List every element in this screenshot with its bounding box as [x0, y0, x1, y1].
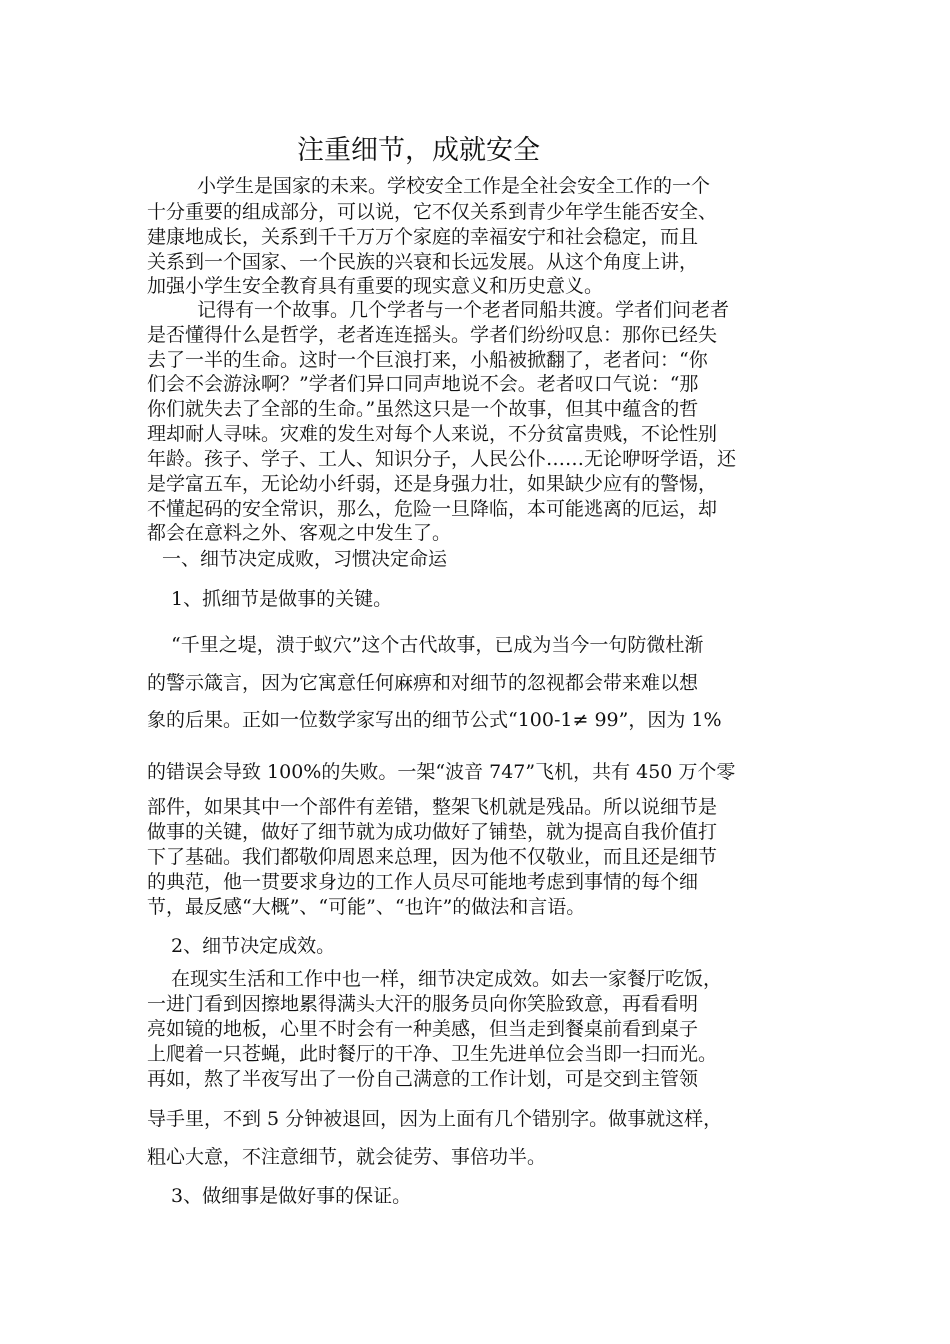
point1-line: 下了基础。我们都敬仰周恩来总理，因为他不仅敬业，而且还是细节 [147, 846, 718, 868]
intro-line: 建康地成长，关系到千千万万个家庭的幸福安宁和社会稳定，而且 [147, 226, 699, 248]
story-line: 你们就失去了全部的生命。”虽然这只是一个故事，但其中蕴含的哲 [147, 398, 699, 420]
point1-line: 部件，如果其中一个部件有差错，整架飞机就是残品。所以说细节是 [147, 796, 718, 818]
point1-line: 象的后果。正如一位数学家写出的细节公式“100-1≠ 99”，因为 1% [147, 709, 722, 731]
story-line: 不懂起码的安全常识，那么，危险一旦降临，本可能逃离的厄运，却 [147, 498, 718, 520]
point1-line: 的警示箴言，因为它寓意任何麻痹和对细节的忽视都会带来难以想 [147, 672, 699, 694]
point1-line: 做事的关键，做好了细节就为成功做好了铺垫，就为提高自我价值打 [147, 821, 718, 843]
point2-line: 导手里，不到 5 分钟被退回，因为上面有几个错别字。做事就这样， [147, 1108, 723, 1130]
story-line: 是否懂得什么是哲学，老者连连摇头。学者们纷纷叹息：那你已经失 [147, 324, 718, 346]
story-line: 去了一半的生命。这时一个巨浪打来，小船被掀翻了，老者问：“你 [147, 349, 708, 371]
section-heading: 一、细节决定成败，习惯决定命运 [162, 548, 448, 570]
story-line: 记得有一个故事。几个学者与一个老者同船共渡。学者们问老者 [197, 299, 730, 321]
point2-line: 粗心大意，不注意细节，就会徒劳、事倍功半。 [147, 1146, 547, 1168]
story-line: 理却耐人寻味。灾难的发生对每个人来说，不分贫富贵贱，不论性别 [147, 423, 718, 445]
point1-line: 的典范，他一贯要求身边的工作人员尽可能地考虑到事情的每个细 [147, 871, 699, 893]
point2-line: 上爬着一只苍蝇，此时餐厅的干净、卫生先进单位会当即一扫而光。 [147, 1043, 718, 1065]
point2-line: 一进门看到因擦地累得满头大汗的服务员向你笑脸致意，再看看明 [147, 993, 699, 1015]
point1-line: “千里之堤，溃于蚁穴”这个古代故事，已成为当今一句防微杜渐 [171, 634, 704, 656]
point-heading: 1、抓细节是做事的关键。 [171, 588, 393, 610]
point1-line: 节，最反感“大概”、“可能”、“也许”的做法和言语。 [147, 896, 586, 918]
intro-line: 十分重要的组成部分，可以说，它不仅关系到青少年学生能否安全、 [147, 201, 718, 223]
point1-line: 的错误会导致 100%的失败。一架“波音 747”飞机，共有 450 万个零 [147, 761, 736, 783]
story-line: 们会不会游泳啊？”学者们异口同声地说不会。老者叹口气说：“那 [147, 373, 699, 395]
story-line: 是学富五车，无论幼小纤弱，还是身强力壮，如果缺少应有的警惕， [147, 473, 718, 495]
point2-line: 在现实生活和工作中也一样，细节决定成效。如去一家餐厅吃饭， [171, 968, 723, 990]
point2-line: 亮如镜的地板，心里不时会有一种美感，但当走到餐桌前看到桌子 [147, 1018, 699, 1040]
point-heading: 2、细节决定成效。 [171, 935, 336, 957]
intro-line: 关系到一个国家、一个民族的兴衰和长远发展。从这个角度上讲， [147, 251, 699, 273]
point-heading: 3、做细事是做好事的保证。 [171, 1185, 412, 1207]
intro-line: 加强小学生安全教育具有重要的现实意义和历史意义。 [147, 275, 604, 297]
document-title: 注重细节，成就安全 [297, 135, 540, 166]
story-line: 都会在意料之外、客观之中发生了。 [147, 522, 452, 544]
intro-line: 小学生是国家的未来。学校安全工作是全社会安全工作的一个 [197, 175, 711, 197]
point2-line: 再如，熬了半夜写出了一份自己满意的工作计划，可是交到主管领 [147, 1068, 699, 1090]
story-line: 年龄。孩子、学子、工人、知识分子，人民公仆……无论咿呀学语，还 [147, 448, 737, 470]
